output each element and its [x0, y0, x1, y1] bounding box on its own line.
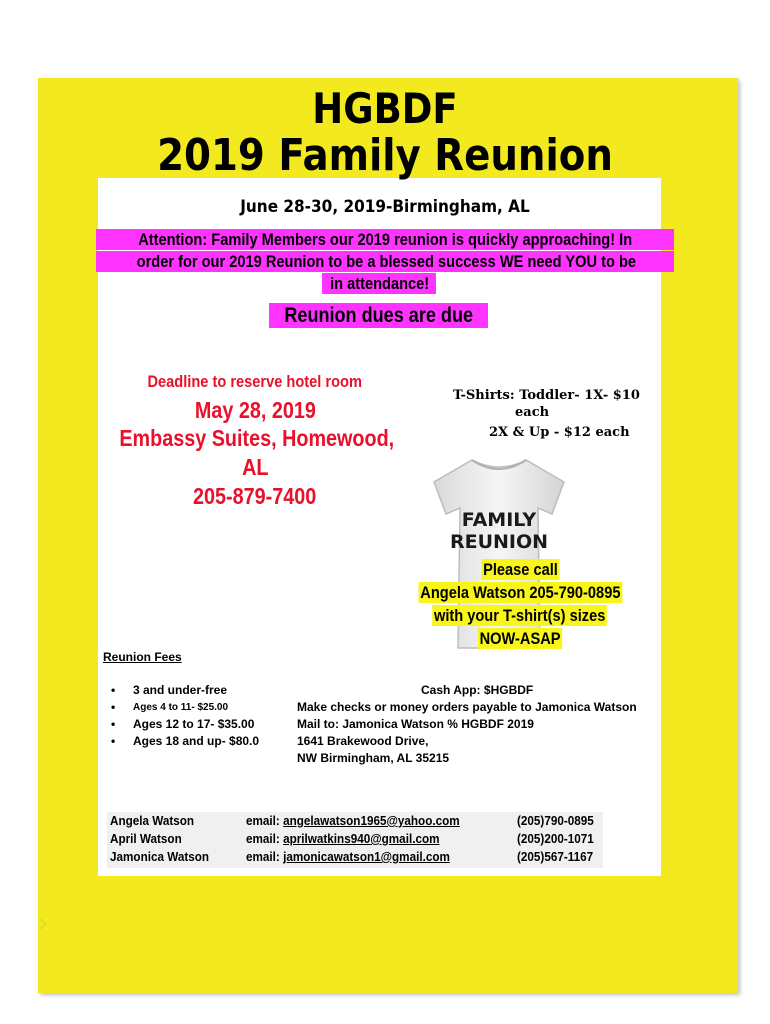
- hotel-phone: 205-879-7400: [193, 483, 317, 509]
- fees-label: Reunion Fees: [103, 650, 182, 664]
- shirt-text-family: FAMILY: [461, 509, 537, 531]
- dues-banner: Reunion dues are due: [269, 303, 488, 328]
- address-line2: NW Birmingham, AL 35215: [297, 751, 450, 765]
- call-line3: with your T-shirt(s) sizes: [434, 606, 606, 625]
- tshirt-price-line1: T-Shirts: Toddler- 1X- $10: [453, 388, 640, 403]
- tshirt-price-line3: 2X & Up - $12 each: [489, 425, 630, 440]
- attention-line-2: order for our 2019 Reunion to be a blessed success WE need YOU to be: [96, 251, 674, 272]
- hotel-name-line1: Embassy Suites, Homewood,: [119, 425, 395, 451]
- attention-line-1: Attention: Family Members our 2019 reunion is quickly approaching! In: [96, 229, 674, 250]
- checks-payable: Make checks or money orders payable to Jamonica Watson: [297, 700, 637, 714]
- title-org: HGBDF: [312, 84, 458, 133]
- fees-list: [105, 682, 259, 750]
- title-event: 2019 Family Reunion: [157, 130, 613, 181]
- corner-mark-icon: [38, 918, 48, 930]
- mail-to: Mail to: Jamonica Watson % HGBDF 2019: [297, 717, 534, 731]
- call-line1: Please call: [482, 560, 558, 579]
- attention-line-3: in attendance!: [322, 273, 436, 294]
- email-link[interactable]: aprilwatkins940@gmail.com: [283, 831, 440, 846]
- cash-app: Cash App: $HGBDF: [421, 683, 534, 697]
- call-line2: Angela Watson 205-790-0895: [419, 583, 621, 602]
- address-line1: 1641 Brakewood Drive,: [297, 734, 429, 748]
- hotel-deadline: May 28, 2019: [194, 397, 316, 423]
- hotel-name-line2: AL: [241, 454, 269, 480]
- email-link[interactable]: angelawatson1965@yahoo.com: [283, 813, 460, 828]
- list-item: • Ages 12 to 17- $35.00: [105, 716, 259, 733]
- tshirt-price-line2: each: [515, 405, 550, 420]
- list-item: • Ages 4 to 11- $25.00: [105, 699, 259, 716]
- email-link[interactable]: jamonicawatson1@gmail.com: [283, 849, 450, 864]
- list-item: • 3 and under-free: [105, 682, 259, 699]
- list-item: • Ages 18 and up- $80.0: [105, 733, 259, 750]
- contacts-table: Angela Watson email: angelawatson1965@yahoo.com (205)790-0895 April Watson email: aprilwatkins940@gmail.com (205)200-1071 Jamonica Watson email: jamonicawatson1@gmail.com (205)567-1167: [107, 812, 603, 868]
- date-location: June 28-30, 2019-Birmingham, AL: [240, 197, 530, 217]
- shirt-text-reunion: REUNION: [449, 531, 549, 553]
- hotel-heading: Deadline to reserve hotel room: [147, 372, 363, 391]
- call-line4: NOW-ASAP: [479, 629, 561, 648]
